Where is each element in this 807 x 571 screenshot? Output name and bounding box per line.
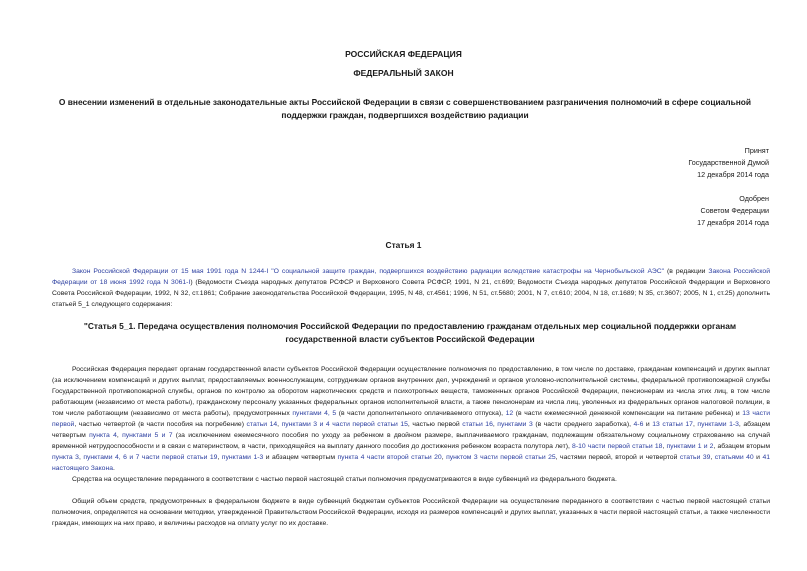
article-5-1-part-2: Средства на осуществление переданного в соответствии с частью первой настоящей статьи полномочия предусматриваются в виде субвенций из федерального бюджета. bbox=[72, 476, 617, 483]
ref-link[interactable]: 4-6 bbox=[633, 421, 644, 428]
ref-link[interactable]: статьи 16 bbox=[462, 421, 493, 428]
approved-date: 17 декабря 2014 года bbox=[697, 218, 769, 227]
accepted-label: Принят bbox=[744, 146, 769, 155]
approved-by: Советом Федерации bbox=[700, 206, 769, 215]
ref-link[interactable]: 8-10 части первой статьи 18 bbox=[572, 443, 663, 450]
adoption-block bbox=[688, 145, 769, 229]
ref-link[interactable]: пунктами 4, 5 bbox=[292, 410, 337, 417]
ref-link[interactable]: пунктами 5 и 7 bbox=[122, 432, 173, 439]
law-type-heading: ФЕДЕРАЛЬНЫЙ ЗАКОН bbox=[353, 68, 454, 78]
article-1-paragraph: Закон Российской Федерации от 15 мая 1991 года N 1244-I "О социальной защите граждан, подвергшихся воздействию радиации вследствие катастрофы на Чернобыльской АЭС" (в редакции Закона Российской Федерации от 18 июня 1992 года N 3061-I) (Ведомости Съезда народных депутатов РСФСР и Верховного Совета РСФСР, 1991, N 21, ст.699; Ведомости Съезда народных депутатов Российской Федерации и Верховного Совета Российской Федерации, 1992, N 32, ст.1861; Собрание законодательства Российской Федерации, 1995, N 48, ст.4561; 1996, N 51, ст.5680; 2001, N 7, ст.610; 2004, N 18, ст.1689; N 35, ст.3607; 2005, N 1, ст.25) дополнить статьей 5_1 следующего содержания: bbox=[52, 268, 771, 308]
ref-link[interactable]: пунктами 1-3 bbox=[697, 421, 739, 428]
law-title: О внесении изменений в отдельные законодательные акты Российской Федерации в связи с совершенствованием разграничения полномочий в сфере социальной поддержки граждан, подвергшихся воздействию радиации bbox=[58, 97, 752, 120]
ref-link[interactable]: пункта 4 bbox=[89, 432, 117, 439]
ref-link[interactable]: статьями 40 bbox=[714, 454, 754, 461]
ref-link[interactable]: 13 статьи 17 bbox=[652, 421, 693, 428]
law-3061-link[interactable]: Закона Российской Федерации от 18 июня 1992 года N 3061-I bbox=[52, 268, 770, 286]
ref-link[interactable]: статьи 39 bbox=[679, 454, 711, 461]
article-5-1-part-1: Российская Федерация передает органам государственной власти субъектов Российской Федерации осуществление полномочия по предоставлению, в том числе по доставке, гражданам компенсаций и других выплат (за исключением компенсаций и других выплат, предоставляемых военнослужащим, сотрудникам органов внутренних дел, учреждений и органов уголовно-исполнительной системы, федеральной противопожарной службы Государственной противопожарной службы, органов по контролю за оборотом наркотических средств и психотропных веществ, таможенных органов Российской Федерации, пенсионерам из числа этих лиц, в том числе работающим (независимо от места работы), гражданскому персоналу указанных федеральных органов исполнительной власти, а также пенсионерам из числа лиц, уволенных из федеральных органов налоговой полиции, в том числе работающим (независимо от места работы), предусмотренных пунктами 4, 5 (в части дополнительного оплачиваемого отпуска), 12 (в части ежемесячной денежной компенсации на питание ребенка) и 13 части первой, частью четвертой (в части пособия на погребение) статьи 14, пунктами 3 и 4 части первой статьи 15, частью первой статьи 16, пунктами 3 (в части среднего заработка), 4-6 и 13 статьи 17, пунктами 1-3, абзацем четвертым пункта 4, пунктами 5 и 7 (за исключением ежемесячного пособия по уходу за ребенком в двойном размере, выплачиваемого гражданам, подлежащим обязательному социальному страхованию на случай временной нетрудоспособности и в связи с материнством, в части, приходящейся на выплату данного пособия до достижения ребенком возраста полутора лет), 8-10 части первой статьи 18, пунктами 1 и 2, абзацем вторым пункта 3, пунктами 4, 6 и 7 части первой статьи 19, пунктами 1-3 и абзацем четвертым пункта 4 части второй статьи 20, пунктом 3 части первой статьи 25, частями первой, второй и четвертой статьи 39, статьями 40 и 41 настоящего Закона. bbox=[52, 366, 771, 472]
ref-link[interactable]: пунктами 3 bbox=[497, 421, 533, 428]
ref-link[interactable]: пункта 3 bbox=[52, 454, 79, 461]
country-heading: РОССИЙСКАЯ ФЕДЕРАЦИЯ bbox=[345, 49, 462, 59]
ref-link[interactable]: пунктами 1-3 bbox=[221, 454, 264, 461]
ref-link[interactable]: 41 настоящего Закона bbox=[52, 454, 771, 472]
approved-label: Одобрен bbox=[739, 194, 769, 203]
ref-link[interactable]: пунктами 4, 6 и 7 части первой статьи 19 bbox=[83, 454, 218, 461]
ref-link[interactable]: пунктами 1 и 2 bbox=[666, 443, 714, 450]
ref-link[interactable]: пунктом 3 части первой статьи 25 bbox=[446, 454, 556, 461]
ref-link[interactable]: 13 части первой bbox=[52, 410, 770, 428]
ref-link[interactable]: пунктами 3 и 4 части первой статьи 15 bbox=[281, 421, 408, 428]
article-1-heading: Статья 1 bbox=[385, 240, 422, 250]
article-5-1-title: "Статья 5_1. Передача осуществления полномочия Российской Федерации по предоставлению гражданам отдельных мер социальной поддержки органам государственной власти субъектов Российской Федерации bbox=[83, 321, 737, 344]
article-5-1-part-3: Общий объем средств, предусмотренных в федеральном бюджете в виде субвенций бюджетам субъектов Российской Федерации на осуществление переданного в соответствии с частью первой настоящей статьи полномочия, определяется на основании методики, утвержденной Правительством Российской Федерации, исходя из размеров компенсаций и других выплат, указанных в части первой настоящей статьи, а также численности граждан, имеющих на них право, и величины расходов на оплату услуг по их доставке. bbox=[52, 498, 770, 527]
law-1244-link[interactable]: Закон Российской Федерации от 15 мая 1991 года N 1244-I "О социальной защите граждан, подвергшихся воздействию радиации вследствие катастрофы на Чернобыльской АЭС" bbox=[72, 268, 665, 275]
accepted-date: 12 декабря 2014 года bbox=[697, 170, 769, 179]
ref-link[interactable]: статьи 14 bbox=[246, 421, 278, 428]
ref-link[interactable]: 12 bbox=[505, 410, 514, 417]
ref-link[interactable]: пункта 4 части второй статьи 20 bbox=[337, 454, 442, 461]
accepted-by: Государственной Думой bbox=[688, 158, 769, 167]
